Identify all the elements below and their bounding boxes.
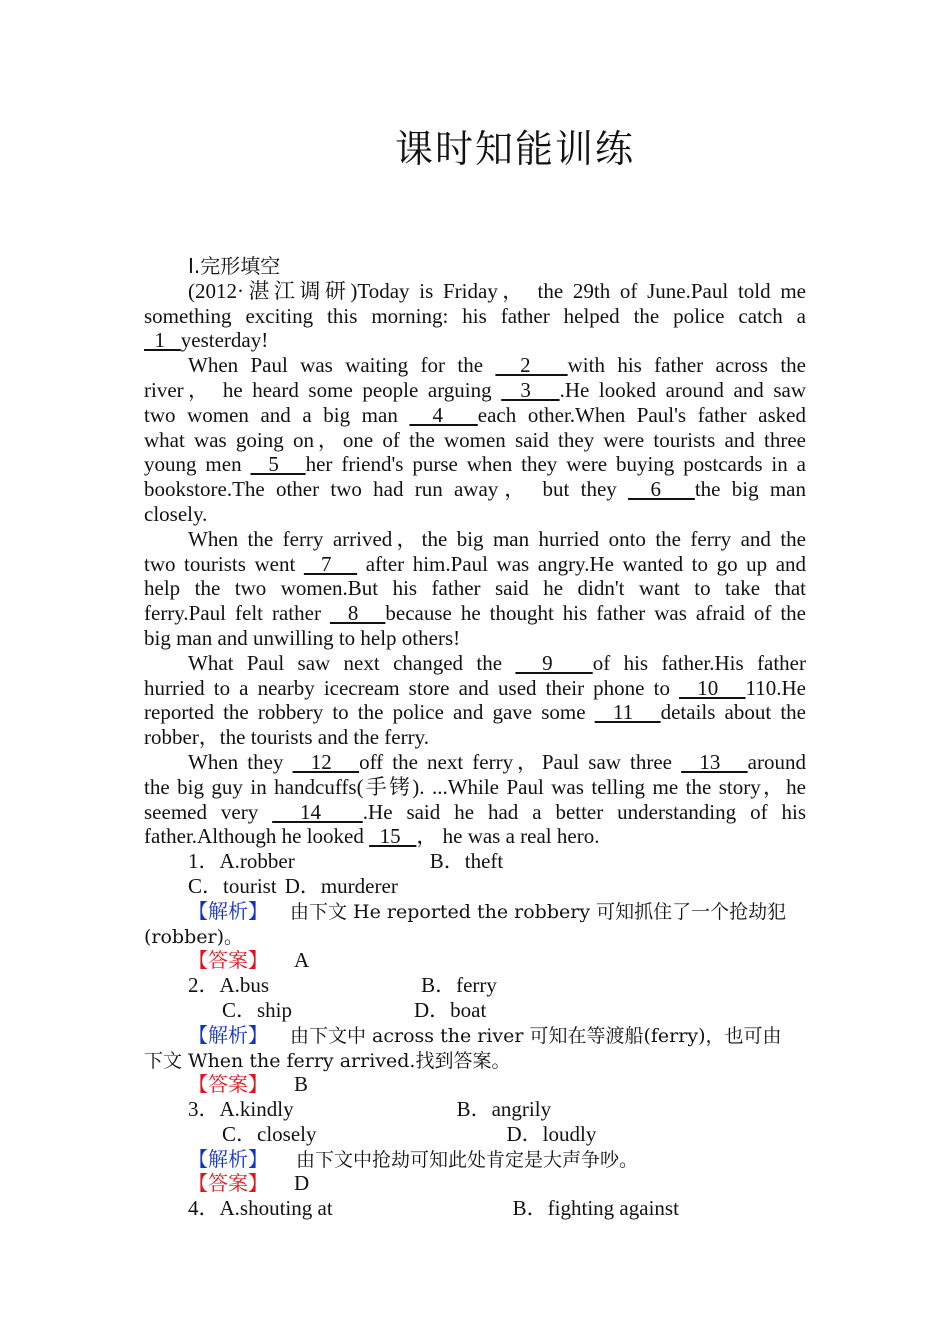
section-heading: Ⅰ.完形填空 — [188, 254, 281, 278]
question-1-answer — [144, 948, 806, 973]
cloze-blank: 5 — [250, 452, 306, 477]
passage-text: after him.Paul was angry.He wanted to go up and — [357, 551, 807, 576]
cloze-blank: 2 — [495, 353, 568, 378]
passage-text: father.Although he looked — [144, 824, 370, 849]
passage-line — [144, 353, 806, 378]
passage-line — [144, 651, 806, 676]
passage-line: (2012·湛江调研)Today is Friday， the 29th of June.Paul told me — [188, 278, 806, 303]
passage-text: When they — [188, 749, 293, 774]
passage-line: the big guy in handcuffs(手铐). ...While Paul was telling me the story，he — [144, 774, 806, 799]
question-2-analysis-cont — [144, 1048, 806, 1073]
question-2-options-row1 — [144, 973, 806, 998]
passage-line — [144, 601, 806, 626]
passage-text: her friend's purse when they were buying postcards in a — [305, 452, 806, 477]
passage-line — [144, 676, 806, 701]
passage-text: two tourists went — [144, 551, 304, 576]
answer-label: 【答案】 — [188, 1072, 268, 1097]
question-3-options-row1 — [144, 1097, 806, 1122]
passage-text: reported the robbery to the police and gave some — [144, 700, 595, 725]
question-1-options-row1 — [144, 849, 806, 874]
analysis-label: 【解析】 — [188, 898, 268, 923]
passage-text: bookstore.The other two had run away， but they — [144, 477, 629, 502]
option-b: B．ferry — [421, 973, 497, 998]
passage-text: 110.He — [745, 675, 806, 700]
question-number: 4． — [188, 1196, 220, 1221]
analysis-text: (robber)。 — [144, 925, 243, 948]
passage-text: two women and a big man — [144, 402, 410, 427]
option-d: D．murderer — [284, 873, 398, 898]
option-c: C．ship — [222, 997, 293, 1022]
passage-line: what was going on，one of the women said they were tourists and three — [144, 427, 806, 452]
cloze-blank: 8 — [329, 601, 386, 626]
passage-line — [144, 378, 806, 403]
passage-text: around — [747, 749, 806, 774]
answer-label: 【答案】 — [188, 1171, 268, 1196]
passage-line: help the two women.But his father said he didn't want to take that — [144, 576, 806, 601]
option-a: A.shouting at — [219, 1196, 333, 1221]
analysis-label: 【解析】 — [188, 1146, 268, 1171]
cloze-blank: 4 — [409, 402, 478, 427]
question-2-options-row2 — [144, 998, 806, 1023]
passage-text: hurried to a nearby icecream store and used their phone to — [144, 675, 680, 700]
passage-line: something exciting this morning: his father helped the police catch a — [144, 303, 806, 328]
question-1-analysis-cont — [144, 924, 806, 949]
analysis-text: 由下文中抢劫可知此处肯定是大声争吵。 — [296, 1148, 639, 1171]
passage-line — [144, 700, 806, 725]
cloze-blank: 15 — [369, 824, 417, 849]
passage-line — [144, 477, 806, 502]
cloze-blank: 1 — [144, 328, 181, 353]
answer-value: D — [294, 1171, 310, 1196]
passage-text: of his father.His father — [592, 650, 806, 675]
passage-text: details about the — [660, 700, 806, 725]
option-b: B．angrily — [456, 1097, 552, 1122]
passage-line: closely. — [144, 501, 208, 526]
passage-text: ， he was a real hero. — [416, 824, 600, 849]
passage-line — [144, 403, 806, 428]
analysis-text: 由下文 He reported the robbery 可知抓住了一个抢劫犯 — [290, 900, 787, 923]
question-number: 1． — [188, 849, 220, 874]
analysis-text: 下文 When the ferry arrived.找到答案。 — [144, 1049, 511, 1072]
passage-text: yesterday! — [180, 328, 269, 353]
passage-text: the big man — [694, 477, 807, 502]
passage-text: each other.When Paul's father asked — [477, 402, 806, 427]
cloze-blank: 9 — [515, 650, 593, 675]
question-3-analysis — [144, 1147, 806, 1172]
option-a: A.kindly — [219, 1097, 294, 1122]
passage-line — [144, 800, 806, 825]
answer-label: 【答案】 — [188, 948, 268, 973]
page-title: 课时知能训练 — [394, 127, 635, 171]
passage-text: seemed very — [144, 799, 273, 824]
cloze-blank: 7 — [303, 551, 358, 576]
passage-line — [144, 750, 806, 775]
option-b: B．fighting against — [512, 1196, 679, 1221]
cloze-blank: 13 — [681, 749, 748, 774]
cloze-blank: 3 — [501, 377, 560, 402]
passage-text: off the next ferry，Paul saw three — [359, 749, 682, 774]
passage-line: When the ferry arrived，the big man hurried onto the ferry and the — [188, 526, 806, 551]
question-2-answer — [144, 1072, 806, 1097]
option-a: A.robber — [219, 849, 295, 874]
question-4-options-row1 — [144, 1196, 806, 1221]
question-1-options-row2 — [144, 874, 806, 899]
passage-line: robber，the tourists and the ferry. — [144, 725, 429, 750]
passage-line — [144, 328, 806, 353]
option-d: D．loudly — [506, 1121, 597, 1146]
passage-text: When Paul was waiting for the — [188, 353, 496, 378]
cloze-blank: 11 — [594, 700, 661, 725]
question-3-answer — [144, 1171, 806, 1196]
passage-text: .He looked around and saw — [559, 377, 807, 402]
answer-value: B — [294, 1072, 309, 1097]
passage-text: river， he heard some people arguing — [144, 377, 502, 402]
option-d: D．boat — [414, 997, 487, 1022]
question-number: 3． — [188, 1097, 220, 1122]
passage-text: because he thought his father was afraid of the — [385, 601, 806, 626]
passage-text: ferry.Paul felt rather — [144, 601, 330, 626]
passage-text: .He said he had a better understanding of his — [362, 799, 806, 824]
passage-line — [144, 452, 806, 477]
passage-line — [144, 824, 806, 849]
answer-value: A — [294, 948, 310, 973]
exercise-content — [144, 254, 806, 1221]
cloze-passage — [144, 279, 806, 849]
passage-text: with his father across the — [567, 353, 806, 378]
question-number: 2． — [188, 973, 220, 998]
option-c: C．closely — [222, 1121, 317, 1146]
passage-line — [144, 552, 806, 577]
analysis-text: 由下文中 across the river 可知在等渡船(ferry)，也可由 — [290, 1024, 782, 1047]
passage-text: What Paul saw next changed the — [188, 650, 516, 675]
passage-line: big man and unwilling to help others! — [144, 625, 461, 650]
option-b: B．theft — [429, 849, 504, 874]
cloze-blank: 12 — [292, 749, 360, 774]
passage-text: young men — [144, 452, 251, 477]
option-c: C．tourist — [188, 873, 277, 898]
question-3-options-row2 — [144, 1122, 806, 1147]
analysis-label: 【解析】 — [188, 1022, 268, 1047]
cloze-blank: 10 — [679, 675, 746, 700]
cloze-blank: 6 — [628, 477, 695, 502]
question-1-analysis — [144, 899, 806, 924]
question-2-analysis — [144, 1023, 806, 1048]
cloze-blank: 14 — [272, 799, 363, 824]
option-a: A.bus — [219, 973, 270, 998]
